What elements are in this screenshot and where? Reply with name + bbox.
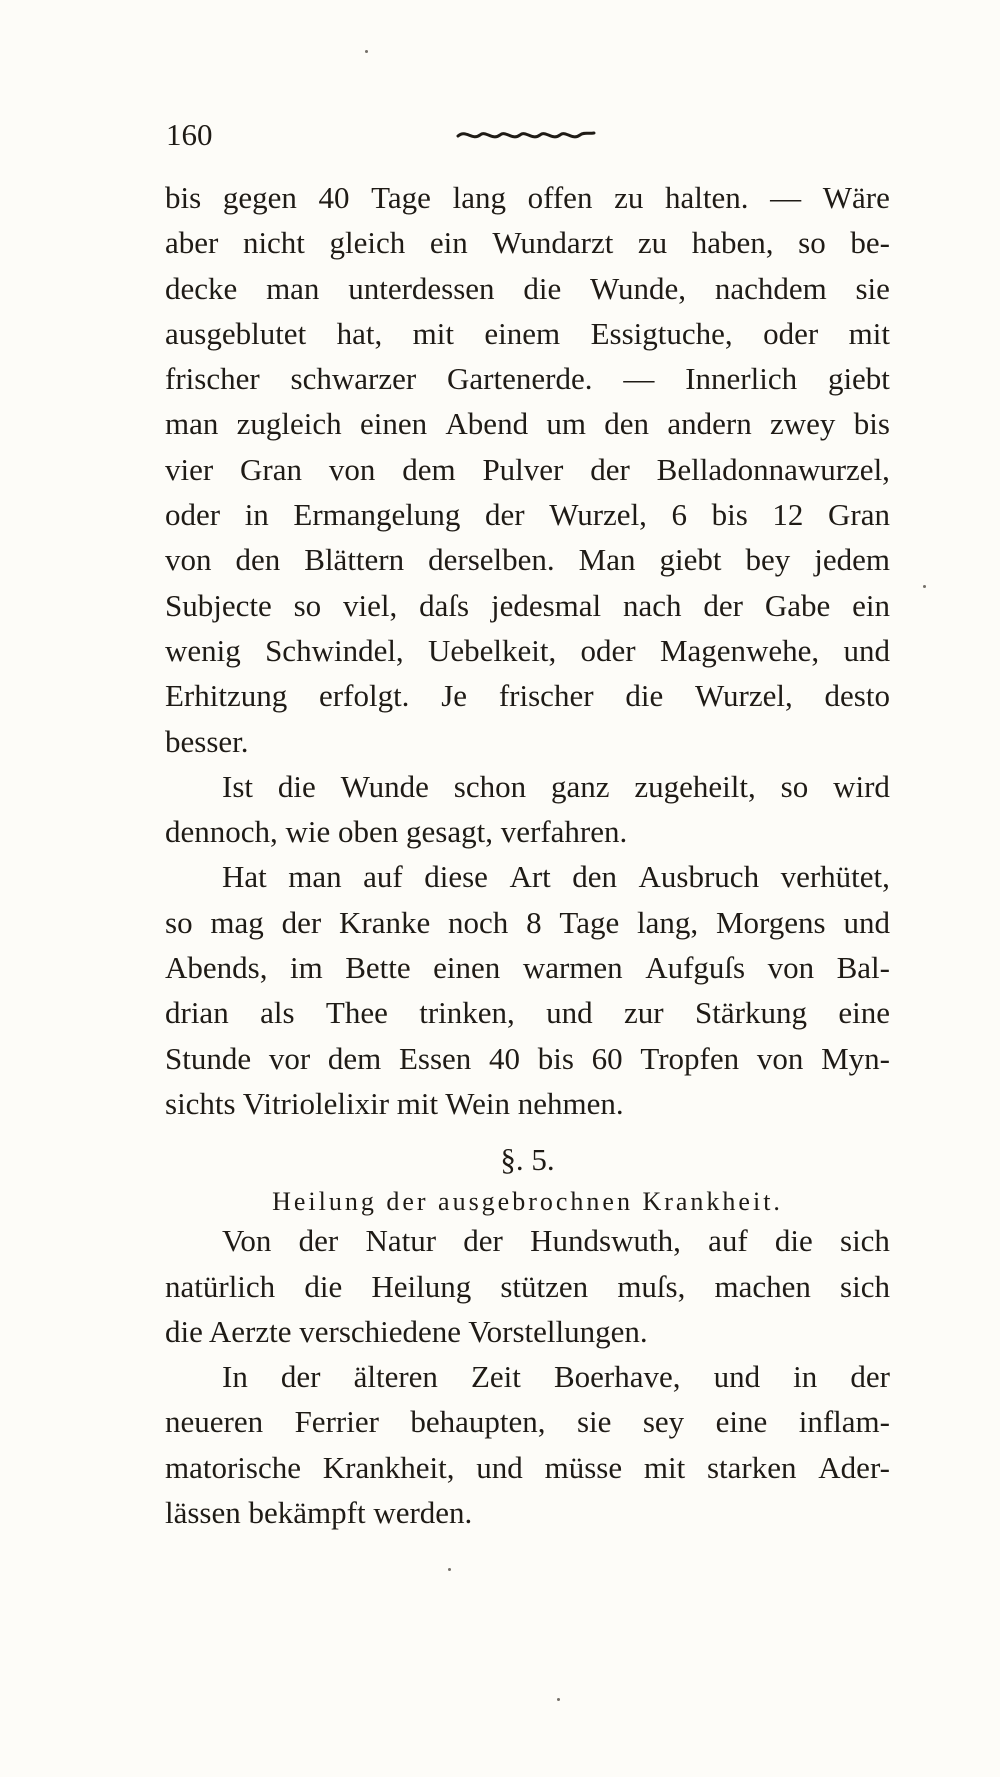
word: drian xyxy=(165,995,229,1031)
word: Ermangelung xyxy=(293,497,461,533)
word: Tage xyxy=(371,180,431,215)
word: Kranke xyxy=(338,904,431,940)
word: sich xyxy=(840,1268,890,1304)
word: derselben. xyxy=(428,542,555,578)
word: wenig xyxy=(165,632,241,668)
word: zugeheilt, xyxy=(634,768,756,804)
word: müsse xyxy=(544,1449,623,1485)
word: warmen xyxy=(522,950,623,986)
word: jedesmal xyxy=(490,587,602,623)
word: die xyxy=(774,1223,813,1259)
word: als xyxy=(260,995,295,1031)
word: — xyxy=(623,361,655,397)
word: Bal- xyxy=(836,950,890,986)
word: Je xyxy=(441,678,468,714)
word: zu xyxy=(637,225,668,261)
word: der xyxy=(298,1223,339,1259)
word: die xyxy=(277,768,316,804)
word: stützen xyxy=(500,1268,589,1304)
word: Von xyxy=(222,1223,272,1259)
page-header xyxy=(166,115,886,155)
word: desto xyxy=(824,678,890,714)
word: Wurzel, xyxy=(549,497,647,533)
text-line xyxy=(165,588,890,633)
word: eine xyxy=(838,995,890,1031)
word: Natur xyxy=(365,1223,437,1259)
word: wird xyxy=(833,768,890,804)
word: Stärkung xyxy=(695,995,807,1031)
word: der xyxy=(850,1359,890,1395)
word: mit xyxy=(412,315,454,351)
word: 40 xyxy=(489,1040,521,1076)
word: Wunde xyxy=(340,768,429,804)
word: 40 xyxy=(318,180,350,215)
word: den xyxy=(235,542,281,578)
word: Art xyxy=(509,859,551,895)
word: Uebelkeit, xyxy=(427,632,557,668)
word: daſs xyxy=(419,587,470,623)
word: 12 xyxy=(772,497,804,533)
word: und xyxy=(476,1449,523,1485)
text-line: die Aerzte verschiedene Vorstellungen. xyxy=(165,1313,648,1349)
text-line xyxy=(165,316,890,361)
word: Krankheit, xyxy=(322,1449,455,1485)
word: älteren xyxy=(353,1359,438,1395)
word: und xyxy=(843,632,890,668)
word: zu xyxy=(614,180,644,215)
paragraph-5 xyxy=(165,1359,890,1540)
paragraph-3 xyxy=(165,859,890,1131)
word: um xyxy=(546,406,586,442)
word: halten. xyxy=(665,180,749,215)
word: sie xyxy=(576,1404,612,1440)
word: Hundswuth, xyxy=(530,1223,681,1259)
ink-speck xyxy=(365,50,368,53)
word: ein xyxy=(429,225,468,261)
word: sie xyxy=(855,270,890,306)
word: hat, xyxy=(336,315,383,351)
word: lang, xyxy=(637,904,699,940)
word: andern xyxy=(667,406,752,442)
word: eine xyxy=(715,1404,768,1440)
word: ganz xyxy=(550,768,610,804)
word: frischer xyxy=(498,678,594,714)
word: die xyxy=(304,1268,343,1304)
word: gegen xyxy=(222,180,297,215)
word: so xyxy=(798,225,826,261)
word: der xyxy=(485,497,525,533)
word: von xyxy=(756,1040,804,1076)
word: vor xyxy=(268,1040,311,1076)
word: haben, xyxy=(691,225,774,261)
word: die xyxy=(523,270,562,306)
text-line xyxy=(165,271,890,316)
word: Tropfen xyxy=(640,1040,740,1076)
word: so xyxy=(293,587,322,623)
word: von xyxy=(767,950,815,986)
text-line xyxy=(165,633,890,678)
word: starken xyxy=(706,1449,797,1485)
word: behaupten, xyxy=(410,1404,546,1440)
word: Man xyxy=(578,542,636,578)
word: noch xyxy=(448,904,509,940)
word: von xyxy=(328,451,376,487)
word: Morgens xyxy=(715,904,826,940)
word: schon xyxy=(453,768,527,804)
text-line xyxy=(165,542,890,587)
text-line: besser. xyxy=(165,723,249,759)
paragraph-1 xyxy=(165,180,890,769)
body-text xyxy=(165,180,890,1540)
word: die xyxy=(625,678,664,714)
word: bey xyxy=(745,542,791,578)
word: Belladonnawurzel, xyxy=(656,451,890,487)
word: Gran xyxy=(240,451,303,487)
word: zwey xyxy=(770,406,836,442)
ink-speck xyxy=(557,1698,560,1701)
word: natürlich xyxy=(165,1268,276,1304)
word: man xyxy=(288,859,342,895)
word: einem xyxy=(484,315,561,351)
word: nach xyxy=(623,587,682,623)
word: sich xyxy=(840,1223,890,1259)
word: Gabe xyxy=(764,587,831,623)
text-line xyxy=(165,678,890,723)
word: ausgeblutet xyxy=(165,315,307,351)
text-line xyxy=(165,225,890,270)
word: Abend xyxy=(445,406,529,442)
word: jedem xyxy=(814,542,890,578)
word: 8 xyxy=(526,904,542,940)
word: Wurzel, xyxy=(695,678,793,714)
word: Bette xyxy=(345,950,411,986)
word: oder xyxy=(165,497,221,533)
text-line xyxy=(165,406,890,451)
word: auf xyxy=(363,859,403,895)
word: so xyxy=(780,768,809,804)
text-line xyxy=(165,1404,890,1449)
text-line xyxy=(165,361,890,406)
word: oder xyxy=(763,315,819,351)
word: einen xyxy=(359,406,428,442)
word: giebt xyxy=(827,361,890,397)
word: unterdessen xyxy=(348,270,495,306)
text-line xyxy=(165,995,890,1040)
word: so xyxy=(165,904,193,940)
word: — xyxy=(770,180,802,215)
word: diese xyxy=(424,859,488,895)
text-line xyxy=(165,859,890,904)
word: bis xyxy=(165,180,202,215)
word: Blättern xyxy=(304,542,405,578)
word: Erhitzung xyxy=(165,678,288,714)
word: machen xyxy=(714,1268,811,1304)
text-line xyxy=(165,1359,890,1404)
word: mit xyxy=(848,315,890,351)
paragraph-2 xyxy=(165,769,890,860)
word: man xyxy=(165,406,219,442)
word: auf xyxy=(708,1223,748,1259)
word: nachdem xyxy=(714,270,827,306)
word: neueren xyxy=(165,1404,264,1440)
word: Schwindel, xyxy=(265,632,404,668)
word: nicht xyxy=(242,225,305,261)
word: In xyxy=(222,1359,248,1395)
word: trinken, xyxy=(419,995,515,1031)
word: frischer xyxy=(165,361,260,397)
word: verhütet, xyxy=(780,859,890,895)
word: einen xyxy=(433,950,501,986)
word: lang xyxy=(452,180,506,215)
word: Zeit xyxy=(470,1359,521,1395)
word: und xyxy=(843,904,890,940)
text-line xyxy=(165,950,890,995)
text-line xyxy=(165,1450,890,1495)
word: Abends, xyxy=(165,950,268,986)
word: Ferrier xyxy=(294,1404,379,1440)
word: zugleich xyxy=(236,406,342,442)
word: 60 xyxy=(591,1040,623,1076)
word: man xyxy=(266,270,320,306)
word: der xyxy=(590,451,630,487)
word: und xyxy=(546,995,593,1031)
word: Innerlich xyxy=(685,361,798,397)
word: Ader- xyxy=(818,1449,890,1485)
word: Essen xyxy=(398,1040,472,1076)
text-line xyxy=(165,180,890,225)
word: Hat xyxy=(222,859,267,895)
word: der xyxy=(281,904,322,940)
word: den xyxy=(572,859,618,895)
text-line xyxy=(165,1269,890,1314)
word: der xyxy=(280,1359,321,1395)
word: decke xyxy=(165,270,238,306)
word: aber xyxy=(165,225,219,261)
ink-speck xyxy=(448,1568,451,1571)
text-line: sichts Vitriolelixir mit Wein nehmen. xyxy=(165,1085,624,1121)
page-number: 160 xyxy=(166,117,213,152)
word: Thee xyxy=(325,995,388,1031)
word: Stunde xyxy=(165,1040,252,1076)
word: dem xyxy=(402,451,456,487)
word: viel, xyxy=(343,587,398,623)
word: Gartenerde. xyxy=(447,361,593,397)
word: den xyxy=(604,406,650,442)
word: erfolgt. xyxy=(319,678,410,714)
word: Gran xyxy=(828,497,890,533)
word: zur xyxy=(624,995,664,1031)
word: und xyxy=(713,1359,761,1395)
word: bis xyxy=(711,497,748,533)
word: von xyxy=(165,542,212,578)
word: schwarzer xyxy=(290,361,417,397)
word: Aufguſs xyxy=(645,950,746,986)
word: mag xyxy=(210,904,264,940)
text-line: lässen bekämpft werden. xyxy=(165,1495,473,1531)
text-line xyxy=(165,905,890,950)
word: Tage xyxy=(559,904,620,940)
ornament-rule-icon xyxy=(456,127,596,143)
word: im xyxy=(289,950,323,986)
word: Wäre xyxy=(822,180,890,215)
word: Ausbruch xyxy=(638,859,760,895)
paragraph-4 xyxy=(165,1223,890,1359)
word: Wunde, xyxy=(590,270,687,306)
word: in xyxy=(244,497,269,533)
word: sey xyxy=(642,1404,685,1440)
word: inflam- xyxy=(798,1404,890,1440)
text-line xyxy=(165,769,890,814)
word: mit xyxy=(643,1449,686,1485)
text-line: dennoch, wie oben gesagt, verfahren. xyxy=(165,814,628,850)
section-title: Heilung der ausgebrochnen Krankheit. xyxy=(272,1187,783,1217)
word: offen xyxy=(527,180,593,215)
word: Heilung xyxy=(371,1268,472,1304)
text-line xyxy=(165,497,890,542)
word: der xyxy=(703,587,743,623)
ink-speck xyxy=(923,585,926,588)
word: der xyxy=(463,1223,503,1259)
word: in xyxy=(793,1359,818,1395)
section-number: §. 5. xyxy=(500,1142,555,1178)
word: Myn- xyxy=(821,1040,890,1076)
word: be- xyxy=(850,225,890,261)
word: gleich xyxy=(329,225,406,261)
word: oder xyxy=(580,632,636,668)
word: Magenwehe, xyxy=(659,632,820,668)
word: dem xyxy=(327,1040,382,1076)
word: Essigtuche, xyxy=(590,315,733,351)
word: Pulver xyxy=(482,451,564,487)
word: giebt xyxy=(659,542,722,578)
word: bis xyxy=(853,406,890,442)
word: ein xyxy=(852,587,890,623)
word: muſs, xyxy=(617,1268,686,1304)
word: Boerhave, xyxy=(553,1359,681,1395)
word: Wundarzt xyxy=(492,225,614,261)
word: Ist xyxy=(222,768,253,804)
text-line xyxy=(165,1223,890,1268)
text-line xyxy=(165,452,890,497)
word: Subjecte xyxy=(165,587,272,623)
word: bis xyxy=(537,1040,574,1076)
text-line xyxy=(165,1041,890,1086)
word: 6 xyxy=(671,497,688,533)
word: vier xyxy=(165,451,214,487)
word: matorische xyxy=(165,1449,302,1485)
